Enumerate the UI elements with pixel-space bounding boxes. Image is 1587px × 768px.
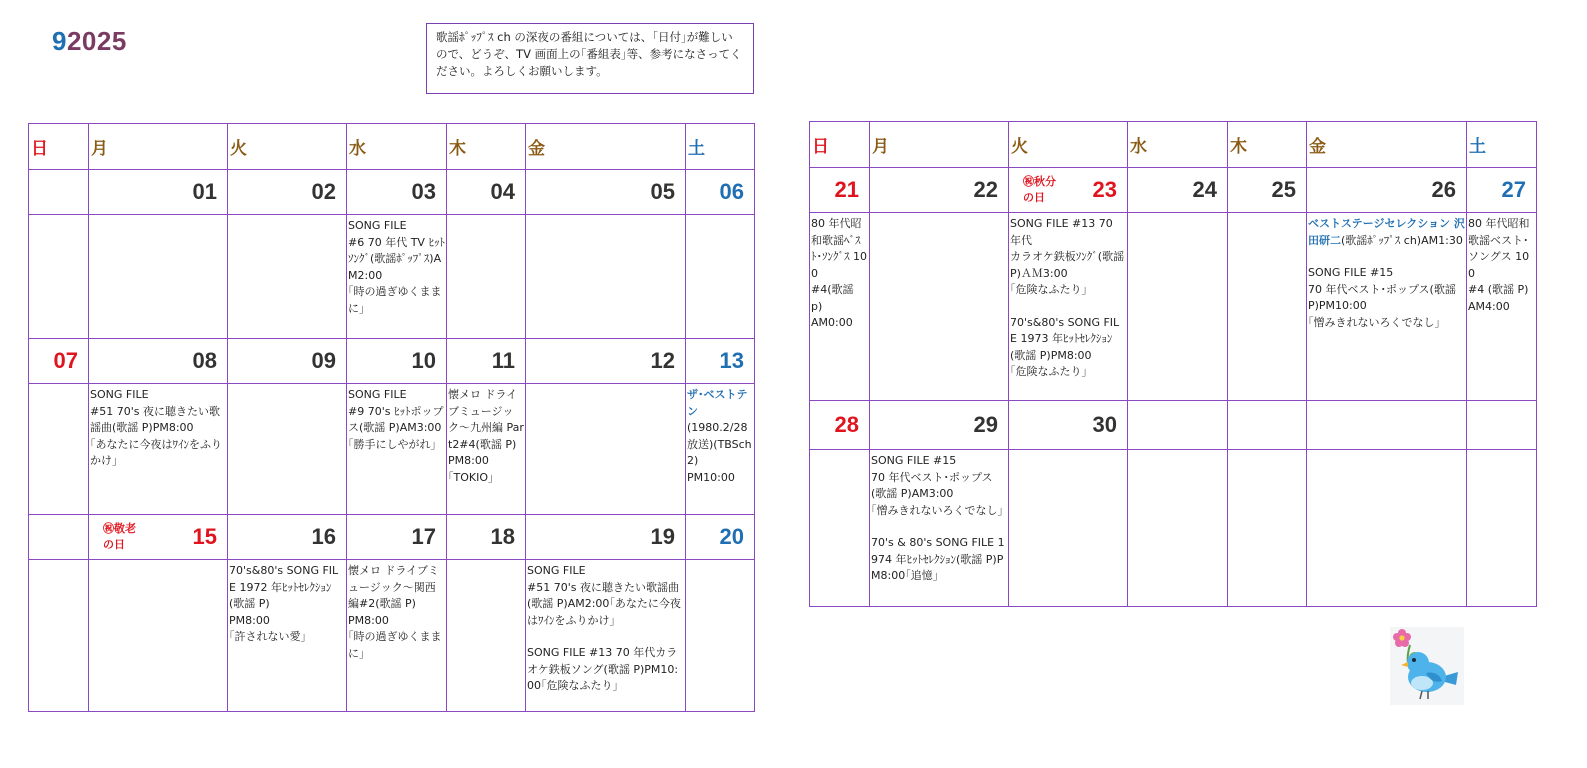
weekday-sun: 日: [29, 124, 89, 170]
event-row: [29, 215, 755, 339]
weekday-sat: 土: [1467, 122, 1537, 168]
date-cell: [1228, 401, 1307, 450]
date-cell: 20: [686, 515, 755, 560]
event-cell: [1009, 213, 1128, 401]
event-cell: [526, 560, 686, 712]
bird-illustration: [1390, 627, 1464, 705]
date-cell: 01: [89, 170, 228, 215]
bluebird-icon: [1390, 627, 1464, 705]
weekday-sun: 日: [810, 122, 870, 168]
event-title: ザ･ベストテン: [687, 388, 748, 418]
title-month: 9: [52, 26, 67, 56]
event-text: 80 年代昭和歌謡ﾍﾞｽﾄ･ｿﾝｸﾞｽ 100 #4(歌謡 p) AM0:00: [811, 217, 867, 329]
event-cell: [1009, 450, 1128, 607]
event-cell: [1307, 213, 1467, 401]
page-title: [52, 26, 127, 57]
date-cell: [1307, 401, 1467, 450]
date-cell: 03: [347, 170, 447, 215]
event-cell: [447, 215, 526, 339]
event-text: 70's & 80's SONG FILE 1974 年ﾋｯﾄｾﾚｸｼｮﾝ(歌謡 P)PM8:00｢追憶｣: [871, 536, 1005, 582]
event-cell: [347, 384, 447, 515]
weekday-thu: 木: [447, 124, 526, 170]
calendar-right: [809, 121, 1537, 607]
event-cell: [347, 560, 447, 712]
event-cell: [89, 560, 228, 712]
event-text: 70's&80's SONG FILE 1972 年ﾋｯﾄｾﾚｸｼｮﾝ(歌謡 P) PM8:00 ｢許されない愛｣: [229, 564, 339, 643]
event-cell: [1128, 450, 1228, 607]
event-cell: [447, 384, 526, 515]
event-text: SONG FILE #15 70 年代ベスト･ポップス(歌謡 P)PM10:00 ｢憎みきれないろくでなし｣: [1308, 266, 1456, 329]
weekday-mon: 月: [870, 122, 1009, 168]
date-cell: 09: [228, 339, 347, 384]
event-cell: [1228, 450, 1307, 607]
event-cell: [89, 215, 228, 339]
event-row: [810, 450, 1537, 607]
event-cell: [810, 213, 870, 401]
event-cell: [1307, 450, 1467, 607]
event-cell: [870, 450, 1009, 607]
date-row: [810, 401, 1537, 450]
event-text: SONG FILE #15 70 年代ベスト･ポップス(歌謡 P)AM3:00 ｢憎みきれないろくでなし｣: [871, 454, 1003, 517]
event-cell: [228, 215, 347, 339]
event-row: [29, 560, 755, 712]
calendar-left: [28, 123, 755, 712]
weekday-fri: 金: [526, 124, 686, 170]
weekday-wed: 水: [1128, 122, 1228, 168]
event-cell: [526, 384, 686, 515]
weekday-sat: 土: [686, 124, 755, 170]
weekday-mon: 月: [89, 124, 228, 170]
event-cell: [686, 560, 755, 712]
date-row: [29, 170, 755, 215]
date-cell: 12: [526, 339, 686, 384]
event-cell: [1467, 450, 1537, 607]
weekday-wed: 水: [347, 124, 447, 170]
weekday-tue: 火: [1009, 122, 1128, 168]
event-cell: [1228, 213, 1307, 401]
event-text: SONG FILE #51 70's 夜に聴きたい歌謡曲(歌謡 P)AM2:00｢あなたに今夜はﾜｲﾝをふりかけ｣: [527, 564, 681, 627]
date-cell: 26: [1307, 168, 1467, 213]
event-cell: [89, 384, 228, 515]
date-cell-holiday: [89, 515, 228, 560]
date-cell: [29, 515, 89, 560]
weekday-fri: 金: [1307, 122, 1467, 168]
event-cell: [1128, 213, 1228, 401]
event-text: 懐メロ ドライブミュージック～九州編 Part2#4(歌謡 P) PM8:00 ｢TOKIO｣: [448, 388, 524, 484]
date-cell: 05: [526, 170, 686, 215]
event-text: 懐メロ ドライブミュージック～関西編#2(歌謡 P) PM8:00 ｢時の過ぎゆくままに｣: [348, 564, 442, 660]
date-cell: 19: [526, 515, 686, 560]
notice-box: 歌謡ﾎﾟｯﾌﾟｽ ch の深夜の番組については、｢日付｣が難しいので、どうぞ、TV 画面上の｢番組表｣等、参考になさってください。よろしくお願いします。: [426, 23, 754, 94]
date-cell: [29, 170, 89, 215]
date-row: [810, 168, 1537, 213]
event-cell: [228, 560, 347, 712]
date-number: 15: [192, 524, 217, 549]
event-text: 80 年代昭和歌謡ベスト･ソングス 100 #4 (歌謡 P) AM4:00: [1468, 217, 1530, 313]
event-row: [29, 384, 755, 515]
date-row: [29, 515, 755, 560]
date-cell: 07: [29, 339, 89, 384]
weekday-thu: 木: [1228, 122, 1307, 168]
date-cell: 16: [228, 515, 347, 560]
event-cell: [526, 215, 686, 339]
event-cell: [29, 215, 89, 339]
event-text: SONG FILE #13 70 年代 カラオケ鉄板ｿﾝｸﾞ(歌謡 P)ＡＭ3:00 ｢危険なふたり｣: [1010, 217, 1125, 296]
date-cell: 13: [686, 339, 755, 384]
event-cell: [228, 384, 347, 515]
event-text: SONG FILE #6 70 年代 TV ﾋｯﾄｿﾝｸﾞ(歌謡ﾎﾟｯﾌﾟｽ)AM2:00 ｢時の過ぎゆくままに｣: [348, 219, 445, 315]
date-cell: 06: [686, 170, 755, 215]
event-row: [810, 213, 1537, 401]
date-cell: 18: [447, 515, 526, 560]
date-cell: 27: [1467, 168, 1537, 213]
event-cell: [870, 213, 1009, 401]
date-row: [29, 339, 755, 384]
date-cell: 02: [228, 170, 347, 215]
date-cell: 25: [1228, 168, 1307, 213]
weekday-tue: 火: [228, 124, 347, 170]
weekday-header: [29, 124, 755, 170]
event-text: (歌謡ﾎﾟｯﾌﾟｽ ch)AM1:30: [1341, 233, 1463, 247]
event-text: SONG FILE #51 70's 夜に聴きたい歌謡曲(歌謡 P)PM8:00 ｢あなたに今夜はﾜｲﾝをふりかけ｣: [90, 388, 222, 467]
event-text: (1980.2/28 放送)(TBSch2) PM10:00: [687, 421, 752, 484]
date-cell: 10: [347, 339, 447, 384]
date-cell-holiday: [1009, 168, 1128, 213]
date-cell: 24: [1128, 168, 1228, 213]
event-cell: [686, 215, 755, 339]
weekday-header: [810, 122, 1537, 168]
date-cell: 30: [1009, 401, 1128, 450]
event-cell: [1467, 213, 1537, 401]
holiday-label: ㊗敬老 の日: [103, 522, 136, 551]
holiday-label: ㊗秋分 の日: [1023, 175, 1056, 204]
date-cell: 28: [810, 401, 870, 450]
event-text: SONG FILE #9 70's ﾋｯﾄポップス(歌謡 P)AM3:00 ｢勝手にしやがれ｣: [348, 388, 444, 451]
date-cell: 21: [810, 168, 870, 213]
date-cell: [1128, 401, 1228, 450]
event-cell: [686, 384, 755, 515]
date-cell: 22: [870, 168, 1009, 213]
date-number: 23: [1092, 177, 1117, 202]
event-cell: [347, 215, 447, 339]
date-cell: 08: [89, 339, 228, 384]
event-cell: [29, 560, 89, 712]
date-cell: [1467, 401, 1537, 450]
event-title: ベストステージセレクション 沢田研二: [1308, 217, 1465, 247]
date-cell: 17: [347, 515, 447, 560]
event-text: SONG FILE #13 70 年代カラオケ鉄板ソング(歌謡 P)PM10:00｢危険なふたり｣: [527, 646, 679, 692]
date-cell: 11: [447, 339, 526, 384]
event-cell: [29, 384, 89, 515]
event-cell: [447, 560, 526, 712]
date-cell: 29: [870, 401, 1009, 450]
event-text: 70's&80's SONG FILE 1973 年ﾋｯﾄｾﾚｸｼｮﾝ(歌謡 P)PM8:00 ｢危険なふたり｣: [1010, 315, 1120, 378]
event-cell: [810, 450, 870, 607]
title-year: 2025: [66, 26, 127, 56]
date-cell: 04: [447, 170, 526, 215]
